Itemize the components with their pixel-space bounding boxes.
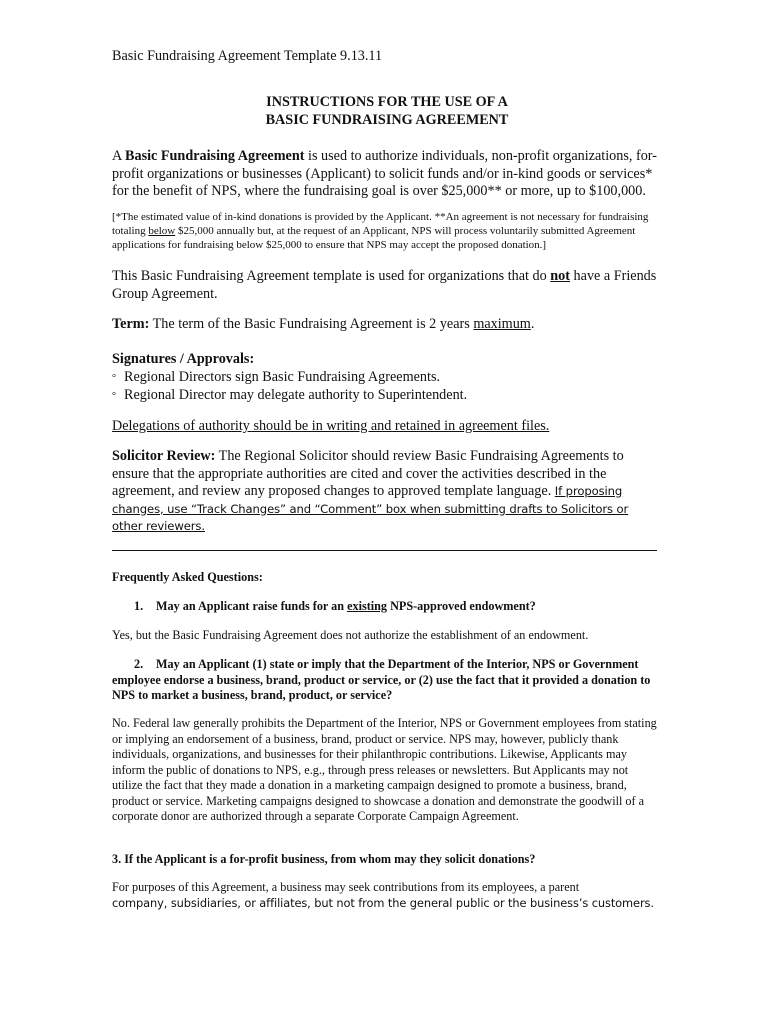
solicitor-review-paragraph: Solicitor Review: The Regional Solicitor should review Basic Fundraising Agreements to ensure that the appropriate authorities are cited and cover the activities described in the agreement, and review any proposed changes to approved template language. If proposing changes, use “Track Changes” and “Comment” box when submitting drafts to Solicitors or other reviewers. [112,448,629,533]
document-header [112,48,662,66]
bullet-icon: ° [112,391,116,402]
document-title [112,94,662,129]
title-line-2: BASIC FUNDRAISING AGREEMENT [265,111,509,128]
friends-paragraph: This Basic Fundraising Agreement template is used for organizations that do not have a Friends Group Agreement. [112,268,657,302]
faq-question-3: 3. If the Applicant is a for-profit business, from whom may they solicit donations? [112,852,536,866]
list-item: ° Regional Director may delegate authority to Superintendent. [112,387,662,406]
section-divider [112,550,657,551]
faq-answer-1: Yes, but the Basic Fundraising Agreement does not authorize the establishment of an endowment. [112,628,589,642]
title-line-1: INSTRUCTIONS FOR THE USE OF A [266,94,508,110]
term-paragraph: Term: The term of the Basic Fundraising Agreement is 2 years maximum. [112,316,535,332]
intro-bold-term: Basic Fundraising Agreement [125,148,305,164]
signatures-section [112,351,662,406]
footnote-paragraph: [*The estimated value of in-kind donations is provided by the Applicant. **An agreement is not necessary for fundraising totaling below $25,000 annually but, at the request of an Applicant, NPS will process voluntarily submitted Agreement applications for fundraising below $25,000 to ensure that NPS may accept the proposed donation.] [112,211,649,251]
faq-question-2: 2. May an Applicant (1) state or imply that the Department of the Interior, NPS or Government employee endorse a business, brand, product or service, or (2) use the fact that it provided a donation to NPS to market a business, brand, product, or service? [112,657,651,702]
signatures-heading: Signatures / Approvals: [112,351,255,367]
term-label: Term: [112,316,150,332]
faq-answer-3: For purposes of this Agreement, a business may seek contributions from its employees, a parent company, subsidiaries, or affiliates, but not from the general public or the business’s customers. [112,880,654,910]
delegations-note: Delegations of authority should be in writing and retained in agreement files. [112,418,550,434]
intro-paragraph: A Basic Fundraising Agreement is used to authorize individuals, non-profit organizations, for-profit organizations or businesses (Applicant) to solicit funds and/or in-kind goods or services* for the benefit of NPS, where the fundraising goal is over $25,000** or more, up to $100,000. [112,148,657,199]
faq-question-1: 1. May an Applicant raise funds for an existing NPS-approved endowment? [134,599,536,613]
solicitor-label: Solicitor Review: [112,448,216,464]
faq-heading: Frequently Asked Questions: [112,570,263,584]
faq-answer-2: No. Federal law generally prohibits the Department of the Interior, NPS or Government employees from stating or implying an endorsement of a business, brand, product or service. NPS may, however, publicly thank individuals, organizations, and businesses for their philanthropic contributions. Likewise, Applicants may inform the public of donations to NPS, e.g., through press releases or newsletters. But Applicants may not utilize the fact that they made a donation in a marketing campaign designed to promote a business, brand, product or service. Marketing campaigns designed to showcase a donation and demonstrate the goodwill of a corporate donor are authorized through a separate Corporate Campaign Agreement. [112,716,657,823]
list-item: ° Regional Directors sign Basic Fundraising Agreements. [112,369,662,388]
header-text: Basic Fundraising Agreement Template 9.13.11 [112,48,383,64]
bullet-icon: ° [112,372,116,384]
